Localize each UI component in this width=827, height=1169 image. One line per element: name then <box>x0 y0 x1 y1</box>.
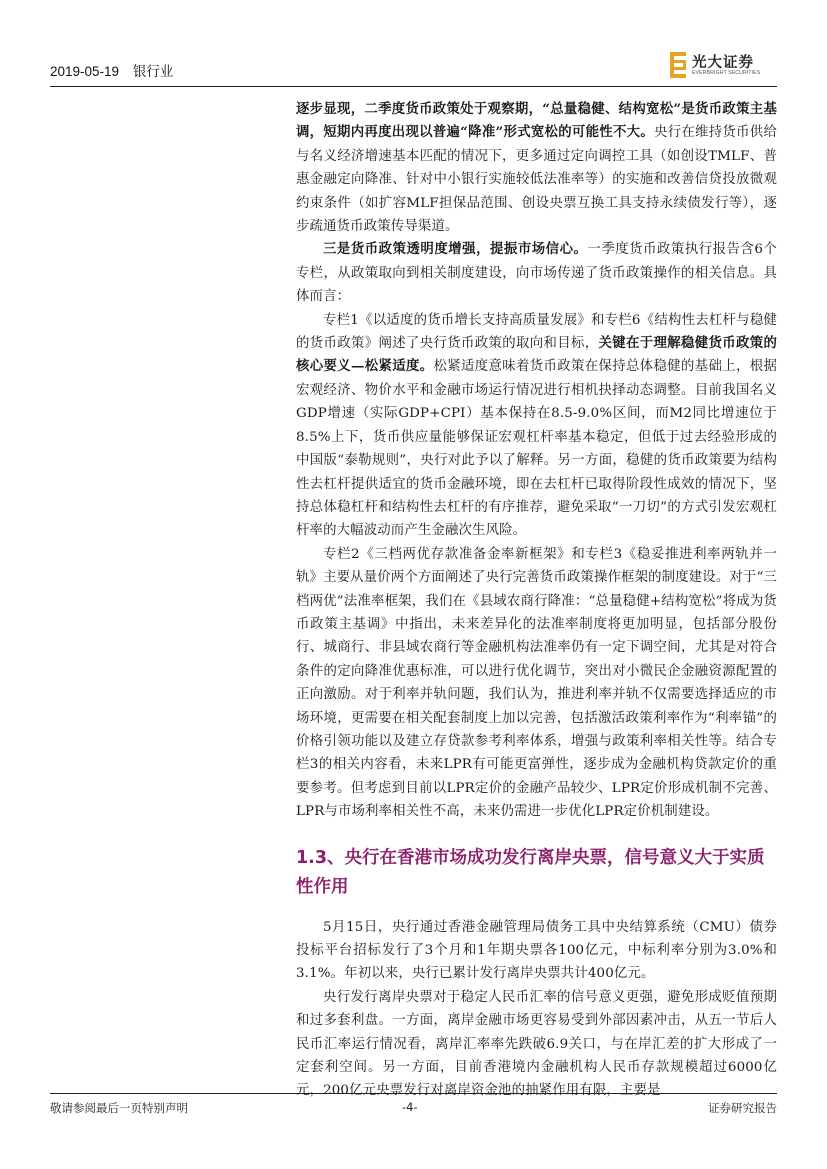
body-paragraph <box>296 309 777 543</box>
body-text: 松紧适度意味着货币政策在保持总体稳健的基础上，根据宏观经济、物价水平和金融市场运行情况进行相机抉择动态调整。目前我国名义GDP增速（实际GDP+CPI）基本保持在8.5-9.0%区间，而M2同比增速位于8.5%上下，货币供应量能够保证宏观杠杆率基本稳定，但低于过去经验形成的中国版“泰勒规则”，央行对此予以了解释。另一方面，稳健的货币政策要为结构性去杠杆提供适宜的货币金融环境，即在去杠杆已取得阶段性成效的情况下，坚持总体稳杠杆和结构性去杠杆的有序推荐，避免采取“一刀切”的方式引发宏观杠杆率的大幅波动而产生金融次生风险。 <box>296 359 778 539</box>
section-paragraph: 央行发行离岸央票对于稳定人民币汇率的信号意义更强，避免形成贬值预期和过多套利盘。一方面，离岸金融市场更容易受到外部因素冲击，从五一节后人民币汇率运行情况看，离岸汇率率先跌破6.9关口，与在岸汇差的扩大形成了一定套利空间。另一方面，目前香港境内金融机构人民币存款规模超过6000亿元，200亿元央票发行对离岸资金池的抽紧作用有限，主要是 <box>296 989 777 1099</box>
logo-text-en: EVERBRIGHT SECURITIES <box>692 70 761 76</box>
body-text: 一季度货币政策执行报告含6个专栏，从政策取向到相关制度建设，向市场传递了货币政策操作的相关信息。具体而言： <box>296 242 777 305</box>
body-text: 专栏1《以适度的货币增长支持高质量发展》和专栏6《结构性去杠杆与稳健的货币政策》阐述了央行货币政策的取向和目标， <box>296 312 777 352</box>
section-paragraph: 5月15日，央行通过香港金融管理局债务工具中央结算系统（CMU）债券投标平台招标发行了3个月和1年期央票各100亿元，中标利率分别为3.0%和3.1%。年初以来，央行已累计发行离岸央票共计400亿元。 <box>296 919 777 982</box>
page-footer <box>50 1093 777 1120</box>
body-text: 央行在维持货币供给与名义经济增速基本匹配的情况下，更多通过定向调控工具（如创设TMLF、普惠金融定向降准、针对中小银行实施较低法准率等）的实施和改善信贷投放微观约束条件（如扩容MLF担保品范围、创设央票互换工具支持永续债发行等），逐步疏通货币政策传导渠道。 <box>296 125 778 235</box>
header-info <box>50 60 183 80</box>
body-paragraph <box>296 238 777 308</box>
section-heading: 1.3、央行在香港市场成功发行离岸央票，信号意义大于实质性作用 <box>296 847 765 897</box>
logo-text-cn: 光大证券 <box>692 55 754 71</box>
logo-mark-icon <box>670 52 688 78</box>
body-paragraphs <box>296 98 777 824</box>
footer-report-type: 证券研究报告 <box>708 1101 777 1115</box>
page-number: -4- <box>402 1100 418 1114</box>
section-paragraphs <box>296 916 777 1103</box>
industry-label: 银行业 <box>132 64 174 79</box>
company-logo <box>670 50 775 82</box>
bold-text: 关键在于理解稳健货币政策的核心要义—松紧适度。 <box>296 335 777 375</box>
footer-disclaimer: 敬请参阅最后一页特别声明 <box>50 1101 188 1115</box>
bold-text: 三是货币政策透明度增强，提振市场信心。 <box>323 241 588 258</box>
page-header <box>50 50 777 87</box>
body-paragraph <box>296 98 777 238</box>
bold-text: 逐步显现，二季度货币政策处于观察期，“总量稳健、结构宽松”是货币政策主基调，短期内再度出现以普遍“降准”形式宽松的可能性不大。 <box>296 101 777 141</box>
main-content <box>296 98 777 1103</box>
body-paragraph <box>296 543 777 824</box>
body-text: 专栏2《三档两优存款准备金率新框架》和专栏3《稳妥推进利率两轨并一轨》主要从量价两个方面阐述了央行完善货币政策操作框架的制度建设。对于“三档两优”法准率框架，我们在《县域农商行降准：“总量稳健+结构宽松”将成为货币政策主基调》中指出，未来差异化的法准率制度将更加明显，包括部分股份行、城商行、非县域农商行等金融机构法准率仍有一定下调空间，尤其是对符合条件的定向降准优惠标准，可以进行优化调节，突出对小微民企金融资源配置的正向激励。对于利率并轨问题，我们认为，推进利率并轨不仅需要选择适应的市场环境，更需要在相关配套制度上加以完善，包括激活政策利率作为“利率锚”的价格引领功能以及建立存贷款参考利率体系，增强与政策利率相关性等。结合专栏3的相关内容看，未来LPR有可能更富弹性，逐步成为金融机构贷款定价的重要参考。但考虑到目前以LPR定价的金融产品较少、LPR定价形成机制不完善、LPR与市场利率相关性不高，未来仍需进一步优化LPR定价机制建设。 <box>296 546 777 820</box>
report-date: 2019-05-19 <box>50 64 120 79</box>
